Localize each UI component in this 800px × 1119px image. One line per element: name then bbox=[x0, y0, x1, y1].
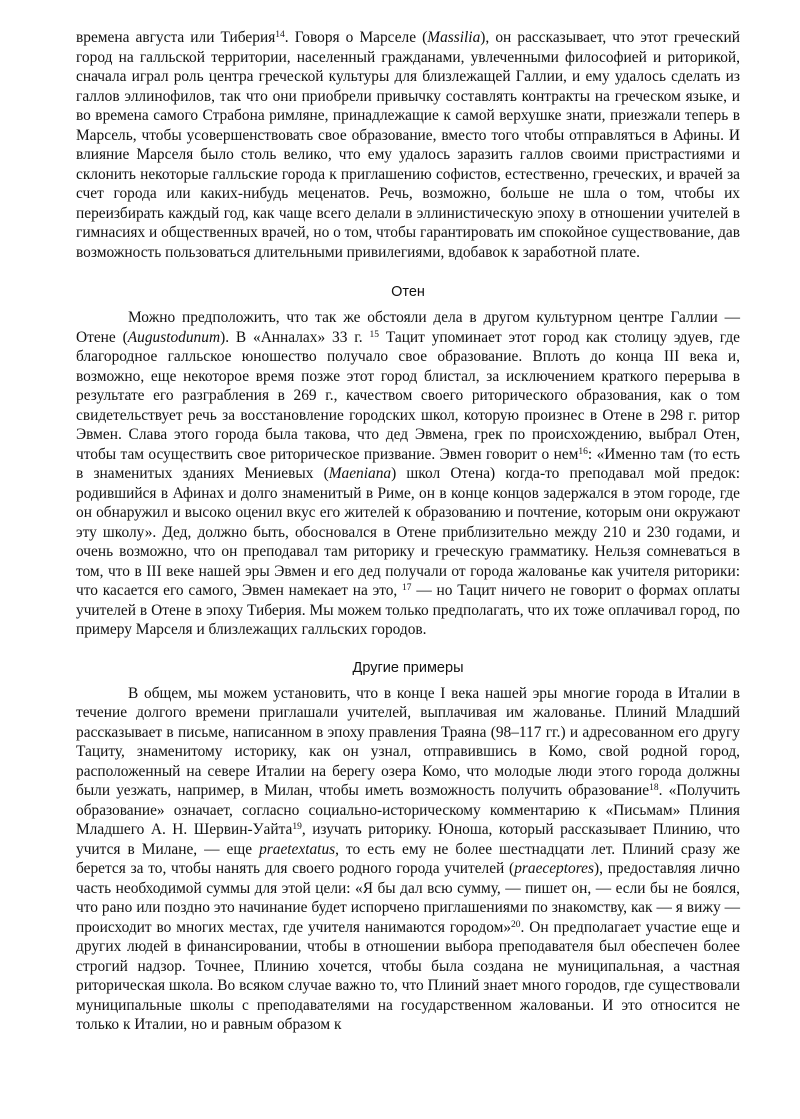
text-run: : «Именно там (то есть в знаменитых зданиях Мениевых ( bbox=[76, 445, 740, 482]
latin-term: Maeniana bbox=[328, 465, 392, 482]
document-page bbox=[76, 28, 740, 1035]
footnote-ref: 15 bbox=[369, 329, 379, 340]
latin-term: Augustodunum bbox=[127, 328, 221, 346]
latin-term: praeceptores bbox=[514, 860, 594, 877]
footnote-ref: 14 bbox=[275, 30, 285, 40]
section-heading-other-examples: Другие примеры bbox=[352, 659, 464, 676]
latin-term: praetextatus bbox=[259, 840, 336, 858]
text-run: Можно предположить, что так же обстояли дела в другом культурном центре Галлии — Отене ( bbox=[76, 309, 740, 346]
text-run: . Он предполагает участие еще и других людей в финансировании, чтобы в отношении выбора преподавателя был обеспечен более строгий надзор. Точнее, Плинию хочется, чтобы была создана не муниципальная, а частная риторическая школа. Во всяком случае важно то, что Плиний знает много городов, где существовали муниципальные школы с преподавателями на государственном жалованьи. И это относится не только к Италии, но и равным образом к bbox=[76, 918, 740, 1033]
text-run: . Говоря о Марселе ( bbox=[284, 29, 428, 46]
text-run: — но Тацит ничего не говорит о формах оплаты учителей в Отене в эпоху Тиберия. Мы можем только предполагать, что их тоже оплачивал город, по примеру Марселя и близлежащих галльских городов. bbox=[76, 582, 740, 638]
paragraph-pliny bbox=[76, 684, 740, 1035]
text-run: времена августа или Тиберия bbox=[76, 29, 276, 46]
text-run: ), он рассказывает, что этот греческий город на галльской территории, населенный гражданами, увлеченными философией и риторикой, сначала играл роль центра греческой культуры для близлежащей Галлии, и ему удалось сделать из галлов эллинофилов, так что они приобрели привычку составлять контракты на греческом языке, и во времена самого Страбона римляне, принадлежащие к самой верхушке знати, приезжали теперь в Марсель, чтобы усовершенствовать свое образование, вместо того чтобы отправляться в Афины. И влияние Марселя было столь велико, что ему удалось заразить галлов своими пристрастиями и склонить некоторые галльские города к приглашению софистов, естественно, греческих, и врачей за счет города или каких-нибудь меценатов. Речь, возможно, больше не шла о том, чтобы их переизбирать каждый год, как чаще всего делали в эллинистическую эпоху в отношении учителей в гимнасиях и общественных врачей, но о том, чтобы гарантировать им спокойное существование, дав возможность пользоваться длительными привилегиями, вдобавок к заработной плате. bbox=[76, 29, 740, 261]
text-run: ) школ Отена) когда-то преподавал мой предок: родившийся в Афинах и долго знаменитый в Риме, он в конце концов задержался в этом городе, где он обнаружил и высоко оценил вкус его жителей к образованию и почтение, которым они окружают эту школу». Дед, должно быть, обосновался в Отене приблизительно между 210 и 230 годами, и очень возможно, что он преподавал там риторику и греческую грамматику. Нельзя сомневаться в том, что в III веке нашей эры Эвмен и его дед получали от города жалованье как учителя риторики: что касается его самого, Эвмен намекает на это, bbox=[76, 465, 740, 599]
text-run: ). В «Анналах» 33 г. bbox=[220, 328, 370, 346]
text-run: В общем, мы можем установить, что в конце I века нашей эры многие города в Италии в течение долгого времени приглашали учителей, выплачивая им жалованье. Плиний Младший рассказывает в письме, написанном в эпоху правления Траяна (98–117 гг.) и адресованном его другу Тациту, знаменитому историку, как он узнал, отправившись в Комо, свой родной город, расположенный на севере Италии на берегу озера Комо, что молодые люди этого города должны были уезжать, например, в Милан, чтобы иметь возможность получить образование bbox=[76, 684, 740, 799]
footnote-ref: 18 bbox=[649, 783, 659, 793]
text-run: , то есть ему не более шестнадцати лет. Плиний сразу же берется за то, чтобы нанять для своего родного города учителей ( bbox=[76, 840, 740, 877]
footnote-ref: 20 bbox=[511, 919, 521, 930]
paragraph-augustodunum bbox=[76, 308, 740, 640]
paragraph-massilia bbox=[76, 28, 740, 262]
footnote-ref: 19 bbox=[292, 822, 302, 832]
text-run: Тацит упоминает этот город как столицу эдуев, где благородное галльское юношество получало свое образование. Вплоть до конца III века и, возможно, еще некоторое время позже этот город блистал, за исключением краткого перерыва в результате его разграбления в 269 г., качеством своего риторического образования, как о том свидетельствует речь за восстановление городских школ, которую произнес в Отене в 298 г. ритор Эвмен. Слава этого города была такова, что дед Эвмена, грек по происхождению, выбрал Отен, чтобы там осуществить свое риторическое призвание. Эвмен говорит о нем bbox=[76, 328, 740, 463]
footnote-ref: 17 bbox=[402, 583, 412, 593]
text-run: , изучать риторику. Юноша, который рассказывает Плинию, что учится в Милане, — еще bbox=[76, 821, 740, 858]
footnote-ref: 16 bbox=[578, 446, 588, 457]
latin-term: Massilia bbox=[427, 29, 481, 46]
text-run: ), предоставляя лично часть необходимой суммы для этой цели: «Я бы дал всю сумму, — пишет он, — если бы не боялся, что рано или поздно это начинание будет испорчено приглашениями по знакомству, как — я вижу — происходит во многих местах, где учителя нанимаются городом» bbox=[76, 860, 740, 936]
section-heading-oten: Отен bbox=[391, 284, 425, 300]
text-run: . «Получить образование» означает, согласно социально-историческому комментарию к «Письмам» Плиния Младшего А. Н. Шервин-Уайта bbox=[76, 782, 740, 838]
